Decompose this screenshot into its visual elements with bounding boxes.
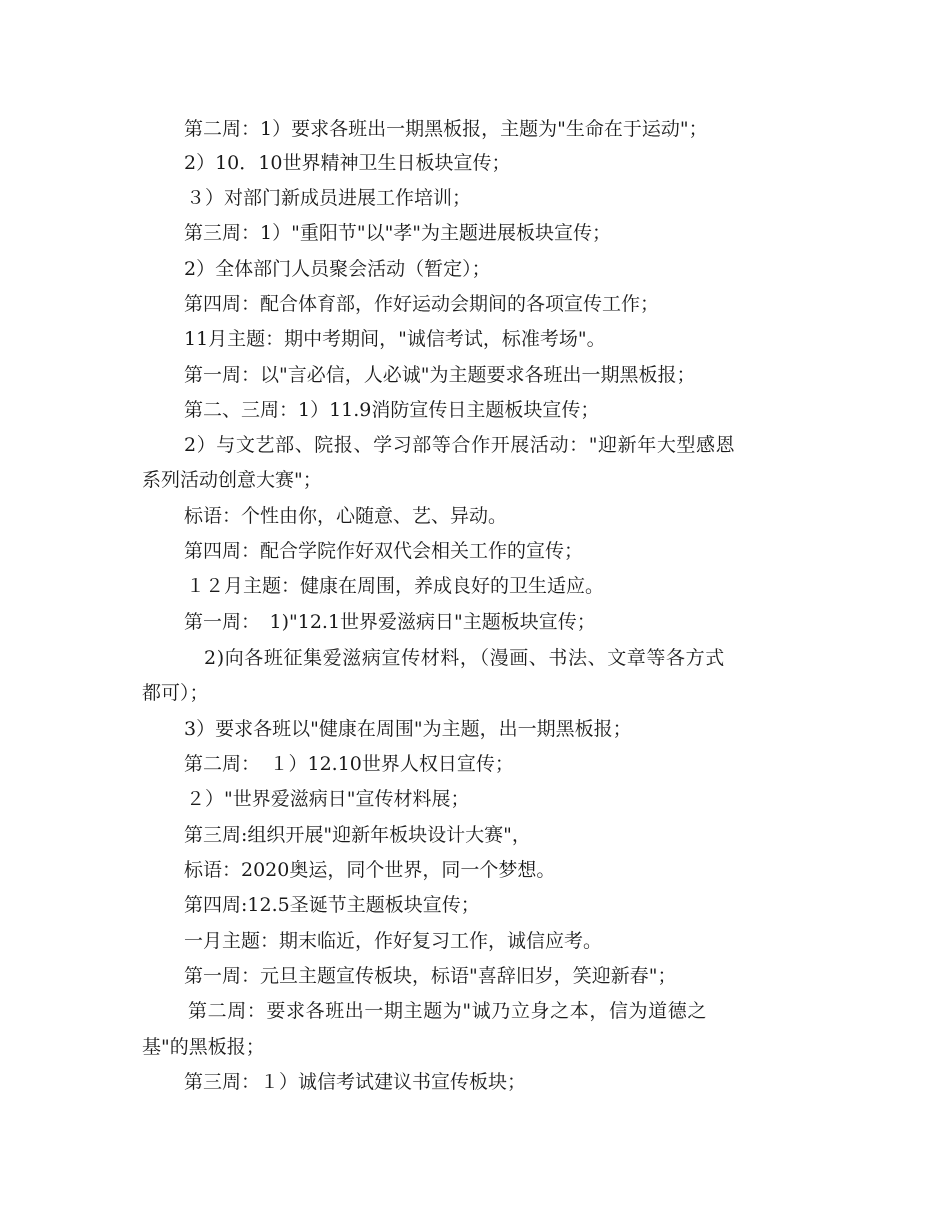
text-line: 第二、三周：1）11.9消防宣传日主题板块宣传； bbox=[184, 399, 600, 421]
text-line: 2）10．10世界精神卫生日板块宣传； bbox=[184, 152, 511, 174]
text-line: 第三周：１）诚信考试建议书宣传板块； bbox=[184, 1071, 527, 1093]
text-line: 第二周： １）12.10世界人权日宣传； bbox=[184, 753, 514, 775]
text-line: 第一周：元旦主题宣传板块，标语"喜辞旧岁，笑迎新春"； bbox=[184, 965, 677, 987]
text-line: ２）"世界爱滋病日"宣传材料展； bbox=[186, 788, 470, 810]
text-line: 2)向各班征集爱滋病宣传材料，（漫画、书法、文章等各方式 bbox=[204, 647, 725, 669]
text-line: 一月主题：期末临近，作好复习工作，诚信应考。 bbox=[184, 930, 603, 952]
text-line: 标语：2020奥运，同个世界，同一个梦想。 bbox=[184, 859, 556, 881]
text-line: 都可）； bbox=[142, 682, 209, 704]
text-line: 第二周：要求各班出一期主题为"诚乃立身之本，信为道德之 bbox=[188, 1000, 707, 1022]
text-line: 第三周：1）"重阳节"以"孝"为主题进展板块宣传； bbox=[184, 222, 612, 244]
text-line: 第一周：以"言必信，人必诚"为主题要求各班出一期黑板报； bbox=[184, 364, 696, 386]
text-line: １２月主题：健康在周围，养成良好的卫生适应。 bbox=[186, 575, 605, 597]
text-line: 11月主题：期中考期间，"诚信考试，标准考场"。 bbox=[184, 328, 606, 350]
text-line: ３）对部门新成员进展工作培训； bbox=[186, 187, 472, 209]
text-line: 第四周：配合体育部，作好运动会期间的各项宣传工作； bbox=[184, 293, 660, 315]
text-line: 基"的黑板报； bbox=[142, 1036, 265, 1058]
text-line: 2）全体部门人员聚会活动（暂定）； bbox=[184, 258, 491, 280]
text-line: 第一周： 1)"12.1世界爱滋病日"主题板块宣传； bbox=[184, 611, 596, 633]
text-line: 2）与文艺部、院报、学习部等合作开展活动："迎新年大型感恩 bbox=[184, 434, 736, 456]
text-line: 第三周:组织开展"迎新年板块设计大赛"， bbox=[184, 824, 531, 846]
text-line: 系列活动创意大赛"； bbox=[142, 469, 322, 491]
text-line: 第四周:12.5圣诞节主题板块宣传； bbox=[184, 894, 480, 916]
text-line: 第四周：配合学院作好双代会相关工作的宣传； bbox=[184, 540, 584, 562]
text-line: 标语：个性由你，心随意、艺、异动。 bbox=[184, 505, 508, 527]
text-line: 第二周：1）要求各班出一期黑板报，主题为"生命在于运动"； bbox=[184, 118, 708, 140]
text-line: 3）要求各班以"健康在周围"为主题，出一期黑板报； bbox=[184, 718, 632, 740]
